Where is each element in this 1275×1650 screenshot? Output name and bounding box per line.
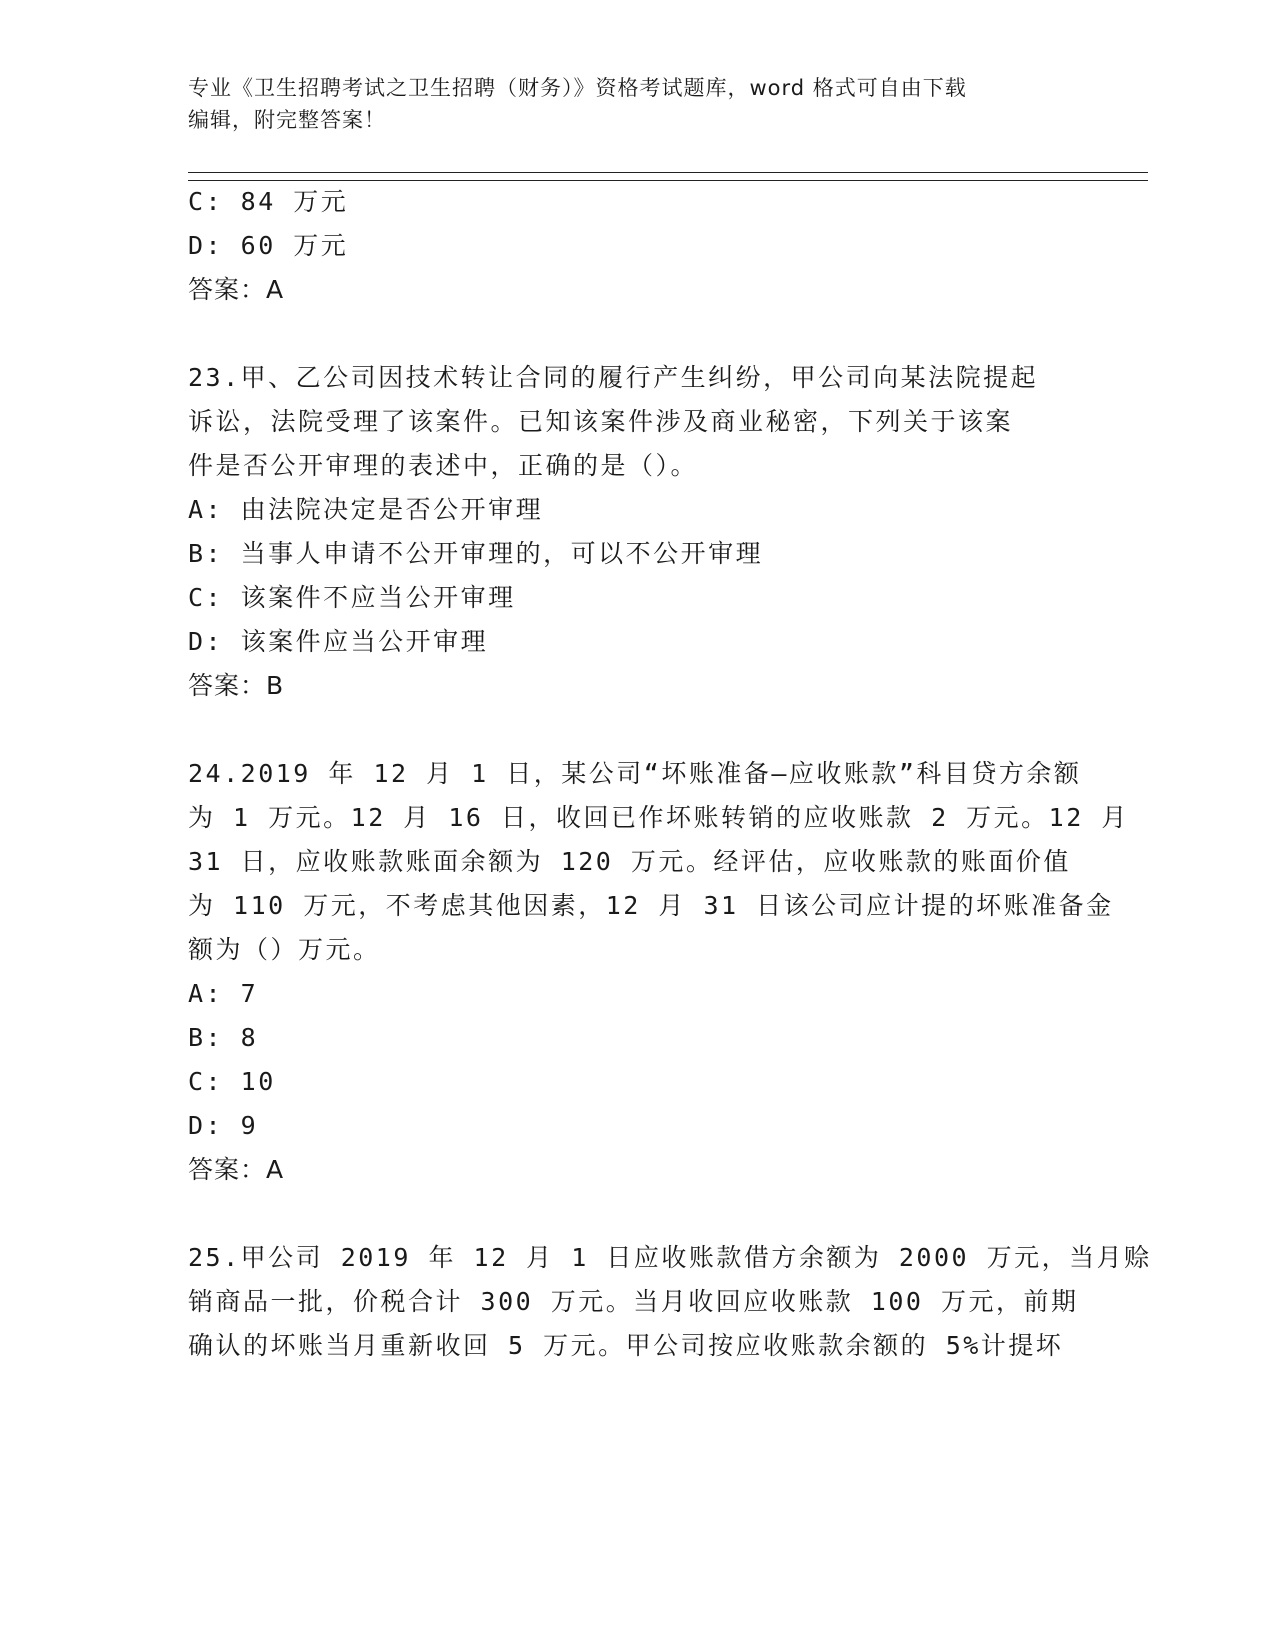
q25-stem-line-1: 25.甲公司 2019 年 12 月 1 日应收账款借方余额为 2000 万元，当月赊: [188, 1243, 1152, 1272]
header-line-2: 编辑，附完整答案！: [188, 108, 386, 132]
q24-option-d: D: 9: [188, 1111, 259, 1140]
q24-option-c: C: 10: [188, 1067, 276, 1096]
q23-option-d: D: 该案件应当公开审理: [188, 627, 489, 656]
q23-stem-line-2: 诉讼，法院受理了该案件。已知该案件涉及商业秘密，下列关于该案: [188, 407, 1014, 436]
q25-stem-line-3: 确认的坏账当月重新收回 5 万元。甲公司按应收账款余额的 5%计提坏: [188, 1331, 1064, 1360]
q24-answer: 答案：A: [188, 1155, 285, 1184]
q24-stem-line-4: 为 110 万元，不考虑其他因素，12 月 31 日该公司应计提的坏账准备金: [188, 891, 1114, 920]
q23-stem-line-1: 23.甲、乙公司因技术转让合同的履行产生纠纷，甲公司向某法院提起: [188, 363, 1039, 392]
q23-option-b: B: 当事人申请不公开审理的，可以不公开审理: [188, 539, 764, 568]
header-rule-top: [188, 172, 1148, 173]
q22-option-c: C: 84 万元: [188, 187, 349, 216]
q23-stem-line-3: 件是否公开审理的表述中，正确的是（）。: [188, 451, 699, 480]
q23-option-a: A: 由法院决定是否公开审理: [188, 495, 544, 524]
q22-answer: 答案：A: [188, 275, 285, 304]
q24-option-a: A: 7: [188, 979, 259, 1008]
q23-answer: 答案：B: [188, 671, 285, 700]
q24-stem-line-3: 31 日，应收账款账面余额为 120 万元。经评估，应收账款的账面价值: [188, 847, 1071, 876]
header-rule-bottom: [188, 180, 1148, 181]
document-header: [188, 72, 1088, 136]
header-line-1: 专业《卫生招聘考试之卫生招聘（财务）》资格考试题库，word 格式可自由下载: [188, 76, 967, 100]
q24-option-b: B: 8: [188, 1023, 259, 1052]
q24-stem-line-2: 为 1 万元。12 月 16 日，收回已作坏账转销的应收账款 2 万元。12 月: [188, 803, 1129, 832]
q25-stem-line-2: 销商品一批，价税合计 300 万元。当月收回应收账款 100 万元，前期: [188, 1287, 1079, 1316]
q22-option-d: D: 60 万元: [188, 231, 349, 260]
q23-option-c: C: 该案件不应当公开审理: [188, 583, 516, 612]
q24-stem-line-5: 额为（）万元。: [188, 935, 381, 964]
q24-stem-line-1: 24.2019 年 12 月 1 日，某公司“坏账准备—应收账款”科目贷方余额: [188, 759, 1082, 788]
